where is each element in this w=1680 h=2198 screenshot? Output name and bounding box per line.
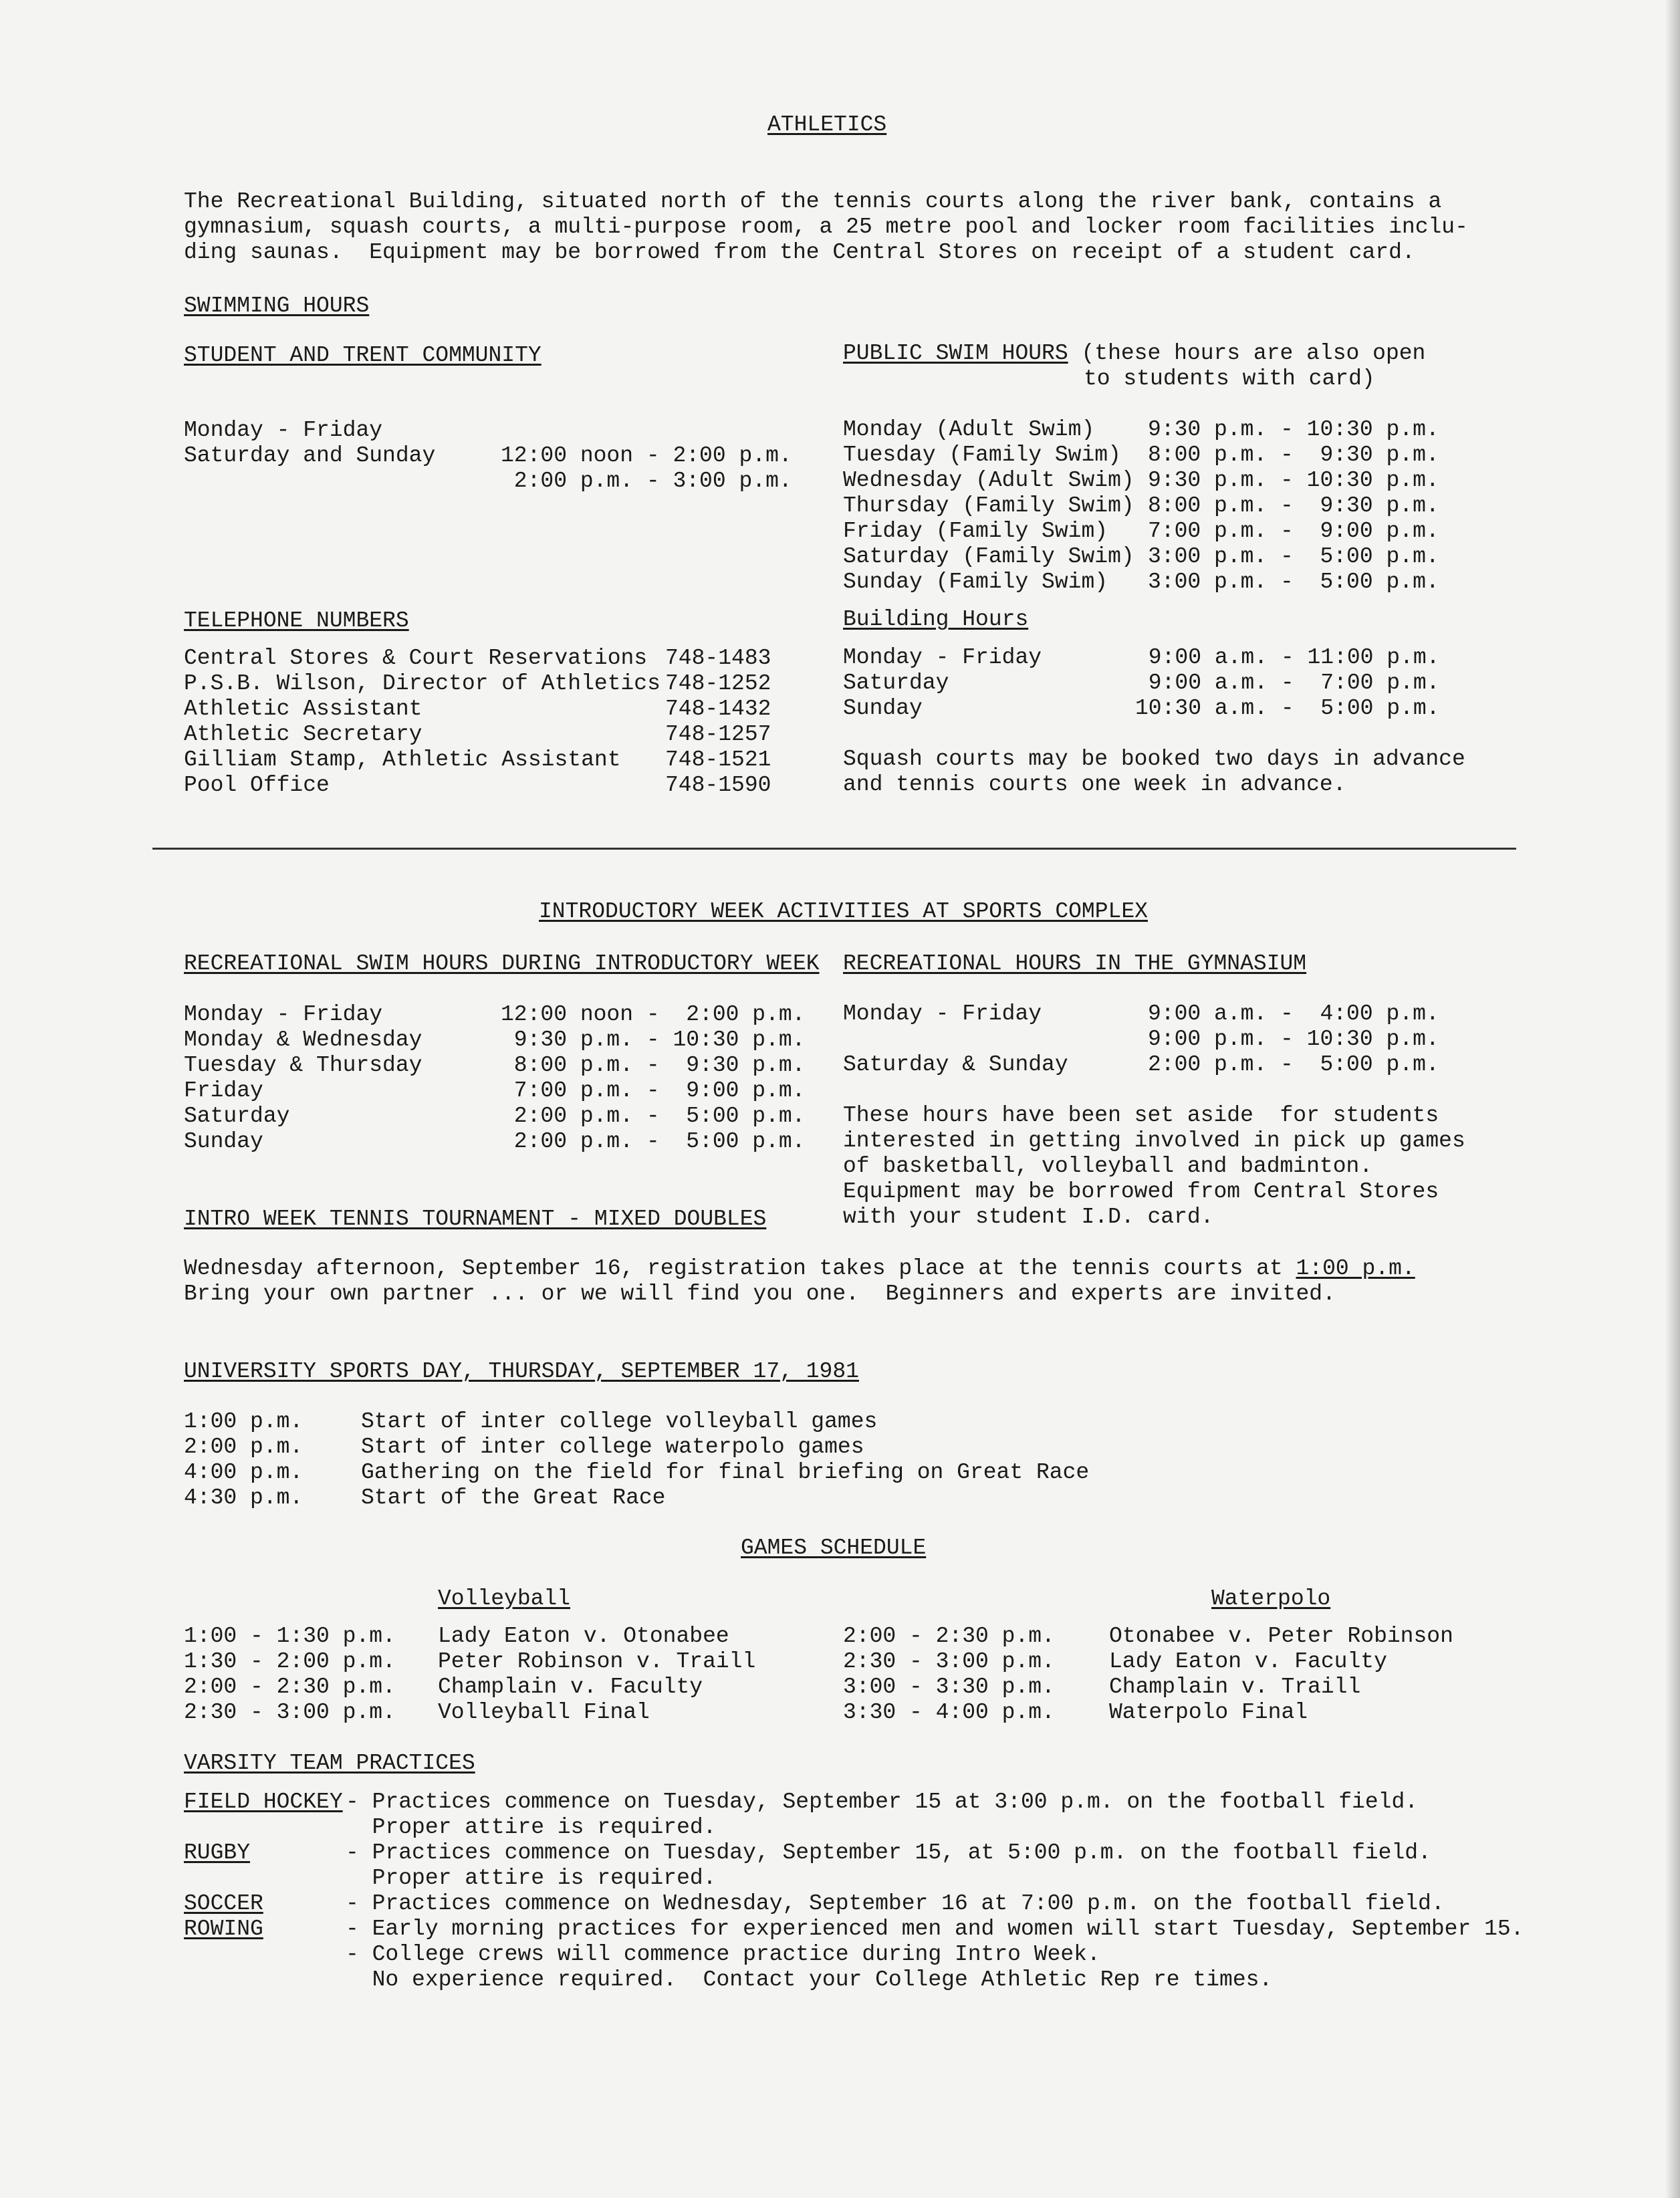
- phone-number: 748-1590: [665, 773, 771, 798]
- public-swim-note: (these hours are also open: [1081, 341, 1426, 366]
- contact-name: Pool Office: [184, 773, 330, 798]
- time: 2:00 - 2:30 p.m.: [843, 1624, 1055, 1648]
- time: 4:00 p.m.: [184, 1460, 304, 1485]
- match: Volleyball Final: [438, 1700, 650, 1725]
- time: 8:00 p.m. - 9:30 p.m.: [1148, 493, 1439, 518]
- time: 7:00 p.m. - 9:00 p.m.: [501, 1078, 806, 1103]
- practice-line: No experience required. Contact your College Athletic Rep re times.: [346, 1967, 1273, 1992]
- day: Saturday & Sunday: [843, 1052, 1068, 1077]
- student-community-heading: STUDENT AND TRENT COMMUNITY: [184, 343, 542, 368]
- time: 9:00 a.m. - 4:00 p.m.: [1148, 1001, 1439, 1026]
- tennis-line: Bring your own partner ... or we will find you one. Beginners and experts are invited.: [184, 1281, 1336, 1306]
- contact-name: P.S.B. Wilson, Director of Athletics: [184, 671, 661, 696]
- varsity-heading: VARSITY TEAM PRACTICES: [184, 1751, 475, 1776]
- contact-name: Gilliam Stamp, Athletic Assistant: [184, 747, 621, 772]
- public-swim-header: [843, 341, 1425, 366]
- practice-line: - Early morning practices for experienced men and women will start Tuesday, September 15.: [346, 1917, 1524, 1941]
- tennis-line: [184, 1256, 1415, 1281]
- time: 12:00 noon - 2:00 p.m.: [501, 1002, 806, 1027]
- time: 2:00 p.m. - 3:00 p.m.: [501, 469, 792, 493]
- event: Start of inter college waterpolo games: [361, 1435, 864, 1459]
- time: 7:00 p.m. - 9:00 p.m.: [1148, 519, 1439, 543]
- public-swim-heading: PUBLIC SWIM HOURS: [843, 341, 1068, 366]
- day: Saturday: [843, 670, 949, 695]
- day: Friday: [184, 1078, 263, 1103]
- time: 2:00 - 2:30 p.m.: [184, 1675, 396, 1699]
- practice-line: - College crews will commence practice during Intro Week.: [346, 1942, 1100, 1967]
- practice-line: - Practices commence on Tuesday, September 15 at 3:00 p.m. on the football field.: [346, 1790, 1419, 1814]
- page-edge-shadow: [1665, 0, 1680, 2198]
- court-booking-note: Squash courts may be booked two days in advance: [843, 747, 1465, 771]
- time: 1:00 p.m.: [184, 1409, 304, 1434]
- time: 2:00 p.m. - 5:00 p.m.: [501, 1104, 806, 1128]
- day: Monday - Friday: [184, 1002, 383, 1027]
- time: 9:30 p.m. - 10:30 p.m.: [501, 1027, 806, 1052]
- day: Sunday (Family Swim): [843, 570, 1108, 594]
- day: Monday - Friday: [184, 418, 383, 443]
- event: Start of inter college volleyball games: [361, 1409, 878, 1434]
- time: 2:30 - 3:00 p.m.: [184, 1700, 396, 1725]
- section-divider: [152, 848, 1516, 850]
- match: Lady Eaton v. Faculty: [1109, 1649, 1387, 1674]
- gym-note: interested in getting involved in pick up games: [843, 1128, 1465, 1153]
- time: 3:30 - 4:00 p.m.: [843, 1700, 1055, 1725]
- tennis-tournament-heading: INTRO WEEK TENNIS TOURNAMENT - MIXED DOUBLES: [184, 1207, 767, 1231]
- gym-note: with your student I.D. card.: [843, 1205, 1214, 1229]
- day: Saturday and Sunday: [184, 443, 436, 468]
- telephone-heading: TELEPHONE NUMBERS: [184, 608, 409, 633]
- time: 8:00 p.m. - 9:30 p.m.: [1148, 443, 1439, 467]
- match: Champlain v. Faculty: [438, 1675, 703, 1699]
- day: Monday - Friday: [843, 645, 1042, 670]
- time: 1:00 - 1:30 p.m.: [184, 1624, 396, 1648]
- intro-line: The Recreational Building, situated north of the tennis courts along the river bank, contains a: [184, 189, 1442, 214]
- time: 9:30 p.m. - 10:30 p.m.: [1148, 417, 1439, 442]
- public-swim-note-2: to students with card): [1084, 366, 1375, 391]
- match: Peter Robinson v. Traill: [438, 1649, 756, 1674]
- building-hours-heading: Building Hours: [843, 607, 1029, 632]
- day: Saturday: [184, 1104, 290, 1128]
- sport-name-soccer: SOCCER: [184, 1891, 263, 1916]
- time: 9:00 a.m. - 7:00 p.m.: [1135, 670, 1440, 695]
- match: Waterpolo Final: [1109, 1700, 1308, 1725]
- practice-line: Proper attire is required.: [346, 1815, 717, 1840]
- page-title: ATHLETICS: [767, 112, 887, 137]
- games-schedule-heading: GAMES SCHEDULE: [741, 1536, 927, 1560]
- sport-name-rugby: RUGBY: [184, 1840, 251, 1865]
- day: Monday (Adult Swim): [843, 417, 1095, 442]
- match: Otonabee v. Peter Robinson: [1109, 1624, 1453, 1648]
- time: 9:30 p.m. - 10:30 p.m.: [1148, 468, 1439, 493]
- day: Tuesday (Family Swim): [843, 443, 1121, 467]
- time: 2:00 p.m. - 5:00 p.m.: [501, 1129, 806, 1154]
- day: Saturday (Family Swim): [843, 544, 1134, 569]
- day: Wednesday (Adult Swim): [843, 468, 1134, 493]
- sports-day-heading: UNIVERSITY SPORTS DAY, THURSDAY, SEPTEMBER 17, 1981: [184, 1359, 859, 1384]
- time: 3:00 - 3:30 p.m.: [843, 1675, 1055, 1699]
- day: Sunday: [184, 1129, 263, 1154]
- gym-note: These hours have been set aside for students: [843, 1103, 1439, 1128]
- day: Monday & Wednesday: [184, 1027, 423, 1052]
- phone-number: 748-1432: [665, 697, 771, 721]
- tennis-text: Wednesday afternoon, September 16, registration takes place at the tennis courts at: [184, 1256, 1296, 1281]
- contact-name: Athletic Assistant: [184, 697, 423, 721]
- sport-name-rowing: ROWING: [184, 1917, 263, 1941]
- contact-name: Central Stores & Court Reservations: [184, 646, 648, 670]
- event: Start of the Great Race: [361, 1485, 666, 1510]
- day: Tuesday & Thursday: [184, 1053, 423, 1078]
- match: Lady Eaton v. Otonabee: [438, 1624, 729, 1648]
- intro-week-heading: INTRODUCTORY WEEK ACTIVITIES AT SPORTS COMPLEX: [539, 899, 1148, 924]
- practice-line: - Practices commence on Wednesday, September 16 at 7:00 p.m. on the football field.: [346, 1891, 1445, 1916]
- time: 9:00 a.m. - 11:00 p.m.: [1135, 645, 1440, 670]
- time: 3:00 p.m. - 5:00 p.m.: [1148, 570, 1439, 594]
- waterpolo-heading: Waterpolo: [1211, 1586, 1331, 1611]
- contact-name: Athletic Secretary: [184, 722, 423, 747]
- sport-name-field-hockey: FIELD HOCKEY: [184, 1790, 343, 1814]
- event: Gathering on the field for final briefing on Great Race: [361, 1460, 1090, 1485]
- time: 4:30 p.m.: [184, 1485, 304, 1510]
- time: 8:00 p.m. - 9:30 p.m.: [501, 1053, 806, 1078]
- phone-number: 748-1521: [665, 747, 771, 772]
- time: 2:00 p.m.: [184, 1435, 304, 1459]
- day: Friday (Family Swim): [843, 519, 1108, 543]
- time: 2:00 p.m. - 5:00 p.m.: [1148, 1052, 1439, 1077]
- gym-note: of basketball, volleyball and badminton.: [843, 1154, 1373, 1179]
- tennis-time: 1:00 p.m.: [1296, 1256, 1415, 1281]
- match: Champlain v. Traill: [1109, 1675, 1361, 1699]
- time: 12:00 noon - 2:00 p.m.: [501, 443, 792, 468]
- time: 9:00 p.m. - 10:30 p.m.: [1148, 1027, 1439, 1052]
- time: 3:00 p.m. - 5:00 p.m.: [1148, 544, 1439, 569]
- practice-line: - Practices commence on Tuesday, September 15, at 5:00 p.m. on the football field.: [346, 1840, 1431, 1865]
- court-booking-note: and tennis courts one week in advance.: [843, 772, 1346, 797]
- phone-number: 748-1252: [665, 671, 771, 696]
- phone-number: 748-1257: [665, 722, 771, 747]
- swimming-hours-heading: SWIMMING HOURS: [184, 293, 370, 318]
- day: Monday - Friday: [843, 1001, 1042, 1026]
- intro-line: ding saunas. Equipment may be borrowed from the Central Stores on receipt of a student card.: [184, 240, 1415, 265]
- time: 10:30 a.m. - 5:00 p.m.: [1135, 696, 1440, 721]
- day: Thursday (Family Swim): [843, 493, 1134, 518]
- practice-line: Proper attire is required.: [346, 1866, 717, 1890]
- phone-number: 748-1483: [665, 646, 771, 670]
- gym-note: Equipment may be borrowed from Central Stores: [843, 1179, 1439, 1204]
- volleyball-heading: Volleyball: [438, 1586, 571, 1611]
- time: 1:30 - 2:00 p.m.: [184, 1649, 396, 1674]
- gym-hours-heading: RECREATIONAL HOURS IN THE GYMNASIUM: [843, 951, 1307, 976]
- intro-swim-heading: RECREATIONAL SWIM HOURS DURING INTRODUCTORY WEEK: [184, 951, 820, 976]
- time: 2:30 - 3:00 p.m.: [843, 1649, 1055, 1674]
- intro-line: gymnasium, squash courts, a multi-purpose room, a 25 metre pool and locker room facilities inclu-: [184, 215, 1468, 239]
- day: Sunday: [843, 696, 923, 721]
